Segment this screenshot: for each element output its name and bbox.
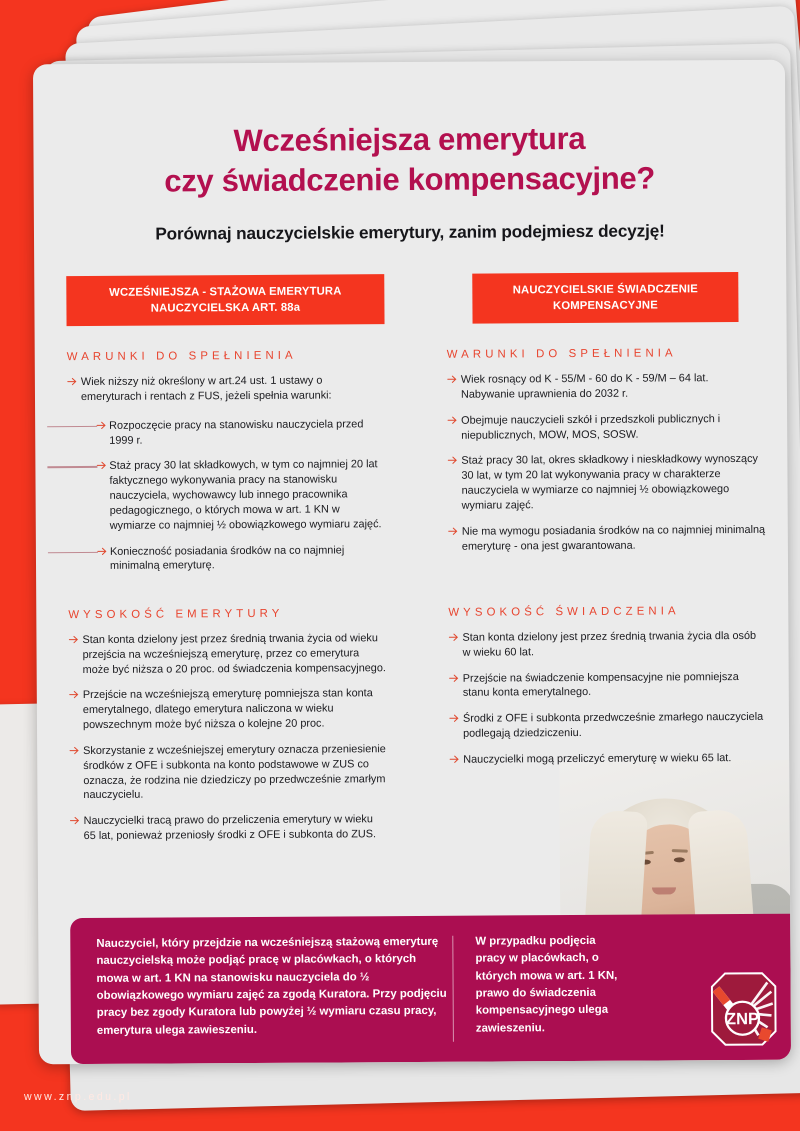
list-item: [449, 710, 767, 742]
list-item-text: Środki z OFE i subkonta przedwcześnie zmarłego nauczyciela podlegają dziedziczeniu.: [462, 711, 764, 740]
list-item: [68, 543, 386, 575]
column-early-retirement: [66, 274, 386, 585]
arrow-right-icon: [447, 374, 458, 385]
arrow-right-icon: [96, 460, 107, 471]
list-item-text: Nie ma wymogu posiadania środków na co najmniej minimalną emeryturę - ona jest gwarantowana.: [461, 523, 766, 553]
main-poster-card: [33, 60, 791, 1065]
column-header-right-line1: NAUCZYCIELSKIE ŚWIADCZENIE: [512, 283, 699, 297]
znp-logo-icon: [711, 972, 777, 1046]
znp-logo: [711, 972, 777, 1046]
connector-line: [47, 426, 97, 428]
list-item: [69, 742, 387, 803]
column-header-left-line2: NAUCZYCIELSKA ART. 88a: [150, 301, 301, 315]
arrow-right-icon: [97, 545, 108, 556]
list-item: [449, 669, 767, 701]
column-header-right-line2: KOMPENSACYJNE: [552, 299, 658, 313]
list-item-text: Rozpoczęcie pracy na stanowisku nauczyciela przed 1999 r.: [109, 418, 364, 447]
arrow-right-icon: [69, 690, 80, 701]
arrow-right-icon: [96, 420, 107, 431]
list-left-conditions: [67, 373, 386, 574]
column-compensation-benefit: [446, 272, 766, 565]
list-item-text: Wiek niższy niż określony w art.24 ust. 1 ustawy o emeryturach i rentach z FUS, jeżeli spełnia warunki:: [80, 374, 332, 403]
column-header-left: [66, 274, 384, 326]
bottom-note-left: Nauczyciel, który przejdzie na wcześniejszą stażową emeryturę nauczycielską może podjąć pracę w placówkach, o których mowa w art. 1 KN na stanowisku nauczyciela do ½ obowiązkowego wymiaru zajęć za zgodą Kuratora. Przy podjęciu pracy bez zgody Kuratora lub powyżej ½ wymiaru czasu pracy, emerytura ulega zawieszeniu.: [96, 935, 447, 1037]
list-item-text: Stan konta dzielony jest przez średnią trwania życia dla osób w wieku 60 lat.: [462, 629, 757, 659]
section-title-right-conditions: WARUNKI DO SPEŁNIENIA: [446, 347, 677, 361]
list-item-text: Skorzystanie z wcześniejszej emerytury oznacza przeniesienie środków z OFE i subkonta na konto podstawowe w ZUS co oznacza, że rodzina nie dziedziczy po przedwcześnie zmarłym nauczycielu.: [83, 743, 386, 802]
arrow-right-icon: [447, 455, 458, 466]
list-item: [69, 687, 387, 733]
arrow-right-icon: [68, 634, 79, 645]
list-item-text: Przejście na wcześniejszą emeryturę pomniejsza stan konta emerytalnego, dlatego emerytura naliczona w wieku powszechnym może być niższa o kolejne 20 proc.: [82, 687, 373, 732]
section-right-amount: [448, 605, 767, 779]
arrow-right-icon: [449, 754, 460, 765]
list-item-text: Staż pracy 30 lat składkowych, w tym co najmniej 20 lat faktycznego wykonywania pracy na stanowisku nauczyciela, wychowawcy lub innego pracownika pedagogicznego, o których mowa w art. 1 KN w wymiarze co najmniej ½ obowiązkowego wymiaru zajęć.: [109, 458, 382, 532]
section-title-right-amount: WYSOKOŚĆ ŚWIADCZENIA: [448, 605, 680, 619]
arrow-right-icon: [69, 745, 80, 756]
arrow-right-icon: [449, 713, 460, 724]
arrow-right-icon: [67, 376, 78, 387]
list-item: [68, 631, 386, 677]
arrow-right-icon: [448, 525, 459, 536]
list-item: [448, 523, 766, 555]
list-item-text: Nauczycielki tracą prawo do przeliczenia emerytury w wieku 65 lat, ponieważ przeniosły środki z OFE i subkonta do ZUS.: [83, 813, 377, 843]
headline-line-1: Wcześniejsza emerytura: [233, 120, 586, 159]
bottom-note-divider: [452, 936, 454, 1042]
column-header-right: [472, 272, 738, 324]
list-right-amount: [448, 629, 767, 768]
list-left-amount: [68, 631, 387, 844]
list-item-text: Wiek rosnący od K - 55/M - 60 do K - 59/M – 64 lat. Nabywanie uprawnienia do 2032 r.: [460, 372, 709, 401]
connector-line: [48, 551, 98, 553]
column-header-left-line1: WCZEŚNIEJSZA - STAŻOWA EMERYTURA: [109, 285, 342, 299]
section-title-left-conditions: WARUNKI DO SPEŁNIENIA: [66, 349, 297, 364]
list-item: [449, 751, 767, 768]
list-item-text: Nauczycielki mogą przeliczyć emeryturę w wieku 65 lat.: [463, 752, 732, 766]
connector-line: [47, 466, 97, 468]
list-item-text: Stan konta dzielony jest przez średnią trwania życia od wieku przejścia na wcześniejszą emeryturę, przez co emerytura może być niższa o 20 proc. od świadczenia kompensacyjnego.: [82, 632, 386, 676]
section-title-left-amount: WYSOKOŚĆ EMERYTURY: [68, 607, 284, 622]
list-item-text: Obejmuje nauczycieli szkół i przedszkoli publicznych i niepublicznych, MOW, MOS, SOSW.: [461, 412, 721, 442]
list-item: [67, 373, 385, 405]
arrow-right-icon: [448, 632, 459, 643]
list-item: [447, 452, 765, 513]
headline-line-2: czy świadczenie kompensacyjne?: [164, 160, 656, 199]
list-item: [447, 371, 765, 403]
page-title: [33, 118, 785, 202]
list-item-text: Staż pracy 30 lat, okres składkowy i nieskładkowy wynoszący 30 lat, w tym 20 lat wykonywania pracy w charakterze nauczyciela w wymiarze co najmniej ½ obowiązkowego wymiaru zajęć.: [461, 453, 759, 512]
list-item: [70, 812, 388, 844]
list-item-text: Konieczność posiadania środków na co najmniej minimalną emeryturę.: [109, 543, 345, 573]
footer-website-url[interactable]: www.znp.edu.pl: [24, 1091, 132, 1103]
list-item: [67, 417, 385, 449]
list-right-conditions: [447, 371, 766, 554]
bottom-note-right: W przypadku podjęcia pracy w placówkach, o których mowa w art. 1 KN, prawo do świadczenia kompensacyjnego ulega zawieszeniu.: [475, 934, 618, 1035]
arrow-right-icon: [447, 414, 458, 425]
bottom-note-panel: [70, 914, 791, 1064]
section-left-amount: [68, 607, 387, 855]
arrow-right-icon: [70, 815, 81, 826]
arrow-right-icon: [449, 672, 460, 683]
list-item: [447, 412, 765, 444]
list-item: [67, 458, 385, 534]
page-subtitle: Porównaj nauczycielskie emerytury, zanim podejmiesz decyzję!: [155, 220, 665, 244]
list-item: [448, 629, 766, 661]
znp-logo-text: ZNP: [725, 1010, 760, 1029]
list-item-text: Przejście na świadczenie kompensacyjne nie pomniejsza stanu konta emerytalnego.: [462, 670, 739, 700]
